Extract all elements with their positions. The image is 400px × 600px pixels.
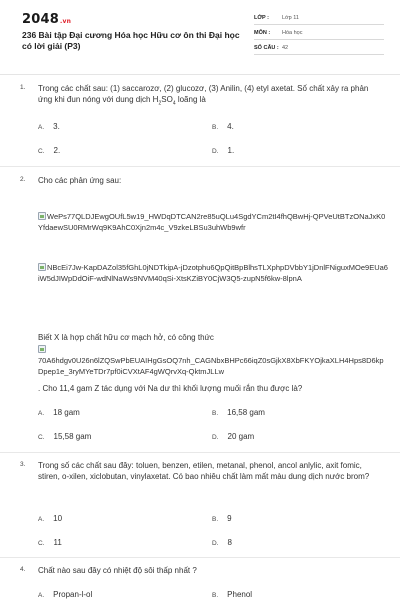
option-letter: B. [212, 124, 219, 131]
question-text [38, 83, 384, 110]
question-text-part: SO [161, 95, 173, 104]
meta-key: MÔN : [254, 30, 271, 36]
option-letter: A. [38, 516, 45, 523]
option-text: 3. [53, 122, 60, 131]
site-logo[interactable] [22, 12, 71, 27]
meta-value: 42 [282, 45, 289, 51]
option-text: 18 gam [53, 408, 80, 417]
option-letter: B. [212, 516, 219, 523]
option-letter: B. [212, 410, 219, 417]
option-text: 20 gam [227, 432, 255, 441]
question-divider [0, 166, 400, 167]
answer-option-b[interactable] [212, 514, 232, 523]
option-letter: A. [38, 124, 45, 131]
option-letter: D. [212, 148, 219, 155]
answer-option-b[interactable] [212, 590, 252, 599]
answer-option-a[interactable] [38, 514, 62, 523]
image-alt-text: NBcEi7Jw-KapDAZol35fGhL0jNDTkipA-jDzotphu6QpQitBpBlhsTLXphpDVbbY1jDnlFNiguxMOe9EUa6iW5dJIWpDdOiF-wdNlNaWs9NVM40qSi-XtsKZiBY0CjW3Q5-zupN5f6kw-8lpnA [38, 263, 388, 283]
meta-key: LỚP : [254, 15, 269, 21]
answer-option-c[interactable] [38, 146, 60, 155]
answer-option-c[interactable] [38, 432, 91, 441]
meta-info [254, 12, 384, 57]
document-header [0, 0, 400, 72]
question-divider [0, 452, 400, 453]
answer-option-a[interactable] [38, 408, 80, 417]
question-number: 4. [20, 566, 26, 573]
option-text: 9 [227, 514, 232, 523]
option-letter: A. [38, 592, 45, 599]
image-alt-text: WePs77QLDJEwgOUfL5w19_HWDqDTCAN2re85uQLu4SgdYCm2tI4fhQBwHj-QPVeUtBTzONaJxK0YfdaewSU0RMrWq9K9AhC0Xjn2m4c_V9zkeLBSu3uhWb9wfr [38, 212, 386, 232]
header-divider [0, 74, 400, 75]
broken-image-icon [38, 345, 46, 353]
page-title: 236 Bài tập Đại cương Hóa học Hữu cơ ôn thi Đại học có lời giải (P3) [22, 30, 240, 51]
option-letter: D. [212, 540, 219, 547]
option-text: 8 [227, 538, 232, 547]
option-letter: C. [38, 540, 45, 547]
question-text-part: loãng là [175, 95, 206, 104]
option-text: 16,58 gam [227, 408, 265, 417]
answer-option-b[interactable] [212, 122, 234, 131]
option-text: 11 [53, 538, 62, 547]
meta-key: SỐ CÂU : [254, 45, 279, 51]
option-text: Propan-l-ol [53, 590, 93, 599]
image-alt-text: 70A6hdgv0U26n6lZQSwPbEUAIHgGsOQ7nh_CAGNbxBHPc66iqZ0sGjkX8XbFKYOjkaXLH4Hps8D6kpDpep1e_3ryMYeTDr7pf0iCVXtAF4gWQrvXq-QktmJLLw [38, 356, 384, 376]
meta-row-subject [254, 27, 384, 40]
answer-option-d[interactable] [212, 432, 254, 441]
logo-tld: .vn [59, 18, 72, 25]
broken-image-2 [38, 262, 388, 284]
broken-image-icon [38, 212, 46, 220]
option-letter: C. [38, 434, 45, 441]
question-divider [0, 557, 400, 558]
question-text-3: . Cho 11,4 gam Z tác dụng với Na dư thì khối lượng muối rắn thu được là? [38, 384, 303, 393]
option-letter: B. [212, 592, 219, 599]
option-text: Phenol [227, 590, 253, 599]
answer-option-a[interactable] [38, 122, 60, 131]
question-number: 2. [20, 176, 26, 183]
question-number: 3. [20, 461, 26, 468]
question-text: Cho các phản ứng sau: [38, 176, 122, 185]
meta-row-class [254, 12, 384, 25]
question-text: Chất nào sau đây có nhiệt độ sôi thấp nhất ? [38, 566, 197, 575]
answer-option-b[interactable] [212, 408, 265, 417]
subscript: 4 [172, 100, 176, 107]
question-number: 1. [20, 84, 26, 91]
option-text: 4. [227, 122, 234, 131]
option-text: 15,58 gam [53, 432, 92, 441]
meta-value: Hóa học [282, 30, 303, 36]
answer-option-a[interactable] [38, 590, 92, 599]
option-text: 2. [53, 146, 61, 155]
option-letter: A. [38, 410, 45, 417]
option-text: 1. [227, 146, 235, 155]
answer-option-d[interactable] [212, 538, 232, 547]
question-text-part: Trong các chất sau: (1) saccarozơ, (2) glucozơ, (3) Anilin, (4) etyl axetat. Số chất xảy ra phản ứng khi đun nóng với dung dịch H [38, 84, 369, 104]
question-text-2: Biết X là hợp chất hữu cơ mạch hở, có công thức [38, 333, 214, 342]
subscript: 2 [158, 100, 162, 107]
broken-image-3 [38, 344, 388, 377]
answer-option-c[interactable] [38, 538, 62, 547]
option-letter: D. [212, 434, 219, 441]
option-letter: C. [38, 148, 45, 155]
meta-value: Lớp 11 [282, 15, 299, 21]
logo-main: 2048 [22, 12, 59, 27]
broken-image-icon [38, 263, 46, 271]
meta-row-count [254, 42, 384, 55]
question-text: Trong số các chất sau đây: toluen, benzen, etilen, metanal, phenol, ancol anlylic, axit fomic, stiren, o-xilen, xiclobutan, vinylaxetat. Có bao nhiêu chất làm mất màu dung dịch nước brom? [38, 461, 370, 481]
answer-option-d[interactable] [212, 146, 234, 155]
broken-image-1 [38, 211, 388, 233]
option-text: 10 [53, 514, 63, 523]
